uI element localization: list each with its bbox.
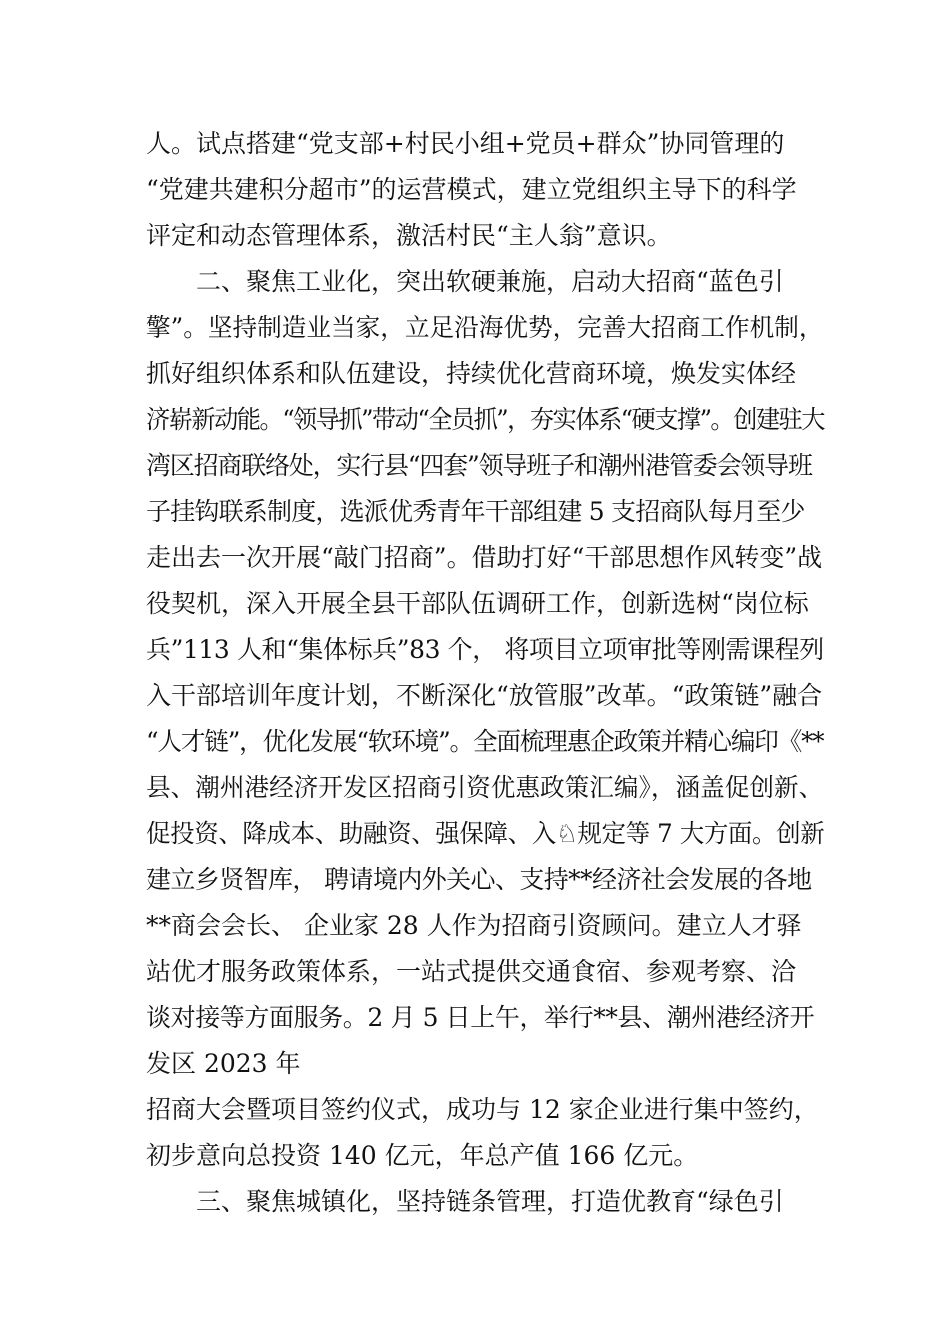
text-line: 济崭新动能。“领导抓”带动“全员抓”，夯实体系“硬支撑”。创建驻大 bbox=[146, 405, 824, 434]
text-line: 初步意向总投资 140 亿元，年总产值 166 亿元。 bbox=[146, 1141, 699, 1170]
text-line: 发区 2023 年 bbox=[146, 1049, 301, 1078]
text-line: 促投资、降成本、助融资、强保障、入♘规定等 7 大方面。创新 bbox=[146, 819, 825, 848]
text-line: 子挂钩联系制度，选派优秀青年干部组建 5 支招商队每月至少 bbox=[146, 497, 805, 526]
text-line: 人。试点搭建“党支部+村民小组+党员+群众”协同管理的 bbox=[146, 129, 785, 158]
text-line: 湾区招商联络处，实行县“四套”领导班子和潮州港管委会领导班 bbox=[146, 451, 812, 480]
text-line: 建立乡贤智库， 聘请境内外关心、支持**经济社会发展的各地 bbox=[146, 865, 812, 894]
text-line: 入干部培训年度计划，不断深化“放管服”改革。“政策链”融合 bbox=[146, 681, 823, 710]
text-line: 役契机，深入开展全县干部队伍调研工作，创新选树“岗位标 bbox=[146, 589, 809, 618]
text-line: 兵”113 人和“集体标兵”83 个， 将项目立项审批等刚需课程列 bbox=[146, 635, 824, 664]
text-line: “党建共建积分超市”的运营模式，建立党组织主导下的科学 bbox=[146, 175, 797, 204]
text-line: “人才链”，优化发展“软环境”。全面梳理惠企政策并精心编印《** bbox=[146, 727, 824, 756]
text-line: **商会会长、 企业家 28 人作为招商引资顾问。建立人才驿 bbox=[146, 911, 802, 940]
section-heading-2: 二、聚焦工业化，突出软硬兼施，启动大招商“蓝色引 bbox=[196, 267, 784, 296]
text-line: 招商大会暨项目签约仪式，成功与 12 家企业进行集中签约， bbox=[146, 1095, 819, 1124]
text-line: 站优才服务政策体系，一站式提供交通食宿、参观考察、洽 bbox=[146, 957, 797, 986]
text-line: 走出去一次开展“敲门招商”。借助打好“干部思想作风转变”战 bbox=[146, 543, 823, 572]
text-line: 评定和动态管理体系，激活村民“主人翁”意识。 bbox=[146, 221, 672, 250]
text-line: 县、潮州港经济开发区招商引资优惠政策汇编》，涵盖促创新、 bbox=[146, 773, 824, 802]
text-line: 谈对接等方面服务。2 月 5 日上午，举行**县、潮州港经济开 bbox=[146, 1003, 815, 1032]
section-heading-3: 三、聚焦城镇化，坚持链条管理，打造优教育“绿色引 bbox=[196, 1187, 784, 1216]
text-line: 抓好组织体系和队伍建设，持续优化营商环境，焕发实体经 bbox=[146, 359, 797, 388]
text-line: 擎”。坚持制造业当家，立足沿海优势，完善大招商工作机制， bbox=[146, 313, 824, 342]
